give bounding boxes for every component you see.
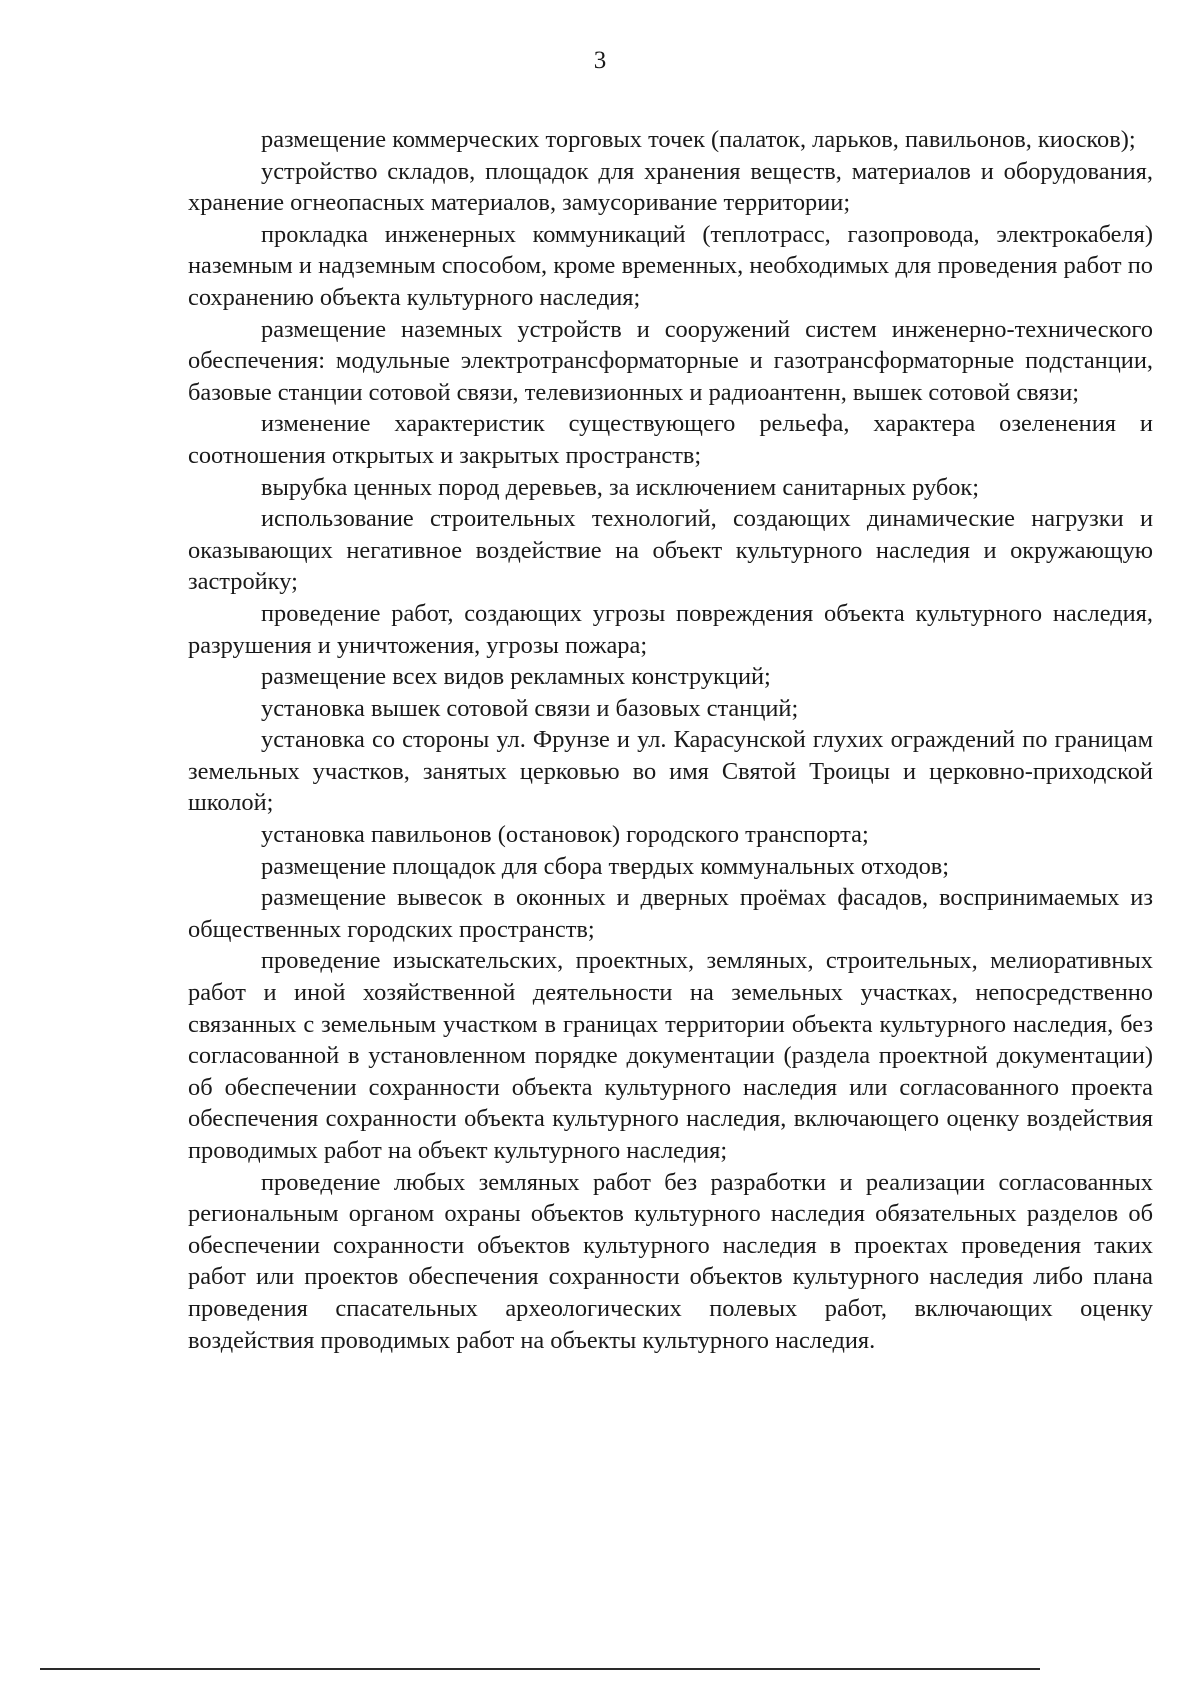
paragraph-5: изменение характеристик существующего рельефа, характера озеленения и соотношения открытых и закрытых пространств; (188, 410, 1153, 469)
document-body (188, 124, 1153, 1356)
paragraph-9: размещение всех видов рекламных конструкций; (261, 663, 771, 691)
paragraph-14: размещение вывесок в оконных и дверных проёмах фасадов, воспринимаемых из общественных городских пространств; (188, 884, 1153, 943)
paragraph-4: размещение наземных устройств и сооружений систем инженерно-технического обеспечения: модульные электротрансформаторные и газотрансформаторные подстанции, базовые станции сотовой связи, телевизионных и радиоантенн, вышек сотовой связи; (188, 315, 1153, 406)
paragraph-8: проведение работ, создающих угрозы повреждения объекта культурного наследия, разрушения и уничтожения, угрозы пожара; (188, 599, 1153, 659)
paragraph-15: проведение изыскательских, проектных, земляных, строительных, мелиоративных работ и иной хозяйственной деятельности на земельных участках, непосредственно связанных с земельным участком в границах территории объекта культурного наследия, без согласованной в установленном порядке документации (раздела проектной документации) об обеспечении сохранности объекта культурного наследия или согласованного проекта обеспечения сохранности объекта культурного наследия, включающего оценку воздействия проводимых работ на объект культурного наследия; (188, 947, 1153, 1164)
paragraph-3: прокладка инженерных коммуникаций (теплотрасс, газопровода, электрокабеля) наземным и надземным способом, кроме временных, необходимых для проведения работ по сохранению объекта культурного наследия; (188, 220, 1153, 311)
paragraph-7: использование строительных технологий, создающих динамические нагрузки и оказывающих негативное воздействие на объект культурного наследия и окружающую застройку; (188, 505, 1153, 596)
paragraph-16: проведение любых земляных работ без разработки и реализации согласованных региональным органом охраны объектов культурного наследия обязательных разделов об обеспечении сохранности объектов культурного наследия в проектах проведения таких работ или проектов обеспечения сохранности объектов культурного наследия либо плана проведения спасательных археологических полевых работ, включающих оценку воздействия проводимых работ на объекты культурного наследия. (188, 1168, 1153, 1354)
bottom-divider (40, 1668, 1040, 1670)
paragraph-11: установка со стороны ул. Фрунзе и ул. Карасунской глухих ограждений по границам земельных участков, занятых церковью во имя Святой Троицы и церковно-приходской школой; (188, 726, 1153, 817)
paragraph-10: установка вышек сотовой связи и базовых станций; (261, 694, 799, 722)
page-number: 3 (593, 47, 607, 74)
paragraph-13: размещение площадок для сбора твердых коммунальных отходов; (261, 852, 950, 880)
paragraph-6: вырубка ценных пород деревьев, за исключением санитарных рубок; (261, 473, 980, 501)
paragraph-1: размещение коммерческих торговых точек (палаток, ларьков, павильонов, киосков); (261, 126, 1136, 153)
paragraph-2: устройство складов, площадок для хранения веществ, материалов и оборудования, хранение огнеопасных материалов, замусоривание территории; (188, 157, 1153, 217)
paragraph-12: установка павильонов (остановок) городского транспорта; (261, 821, 869, 849)
